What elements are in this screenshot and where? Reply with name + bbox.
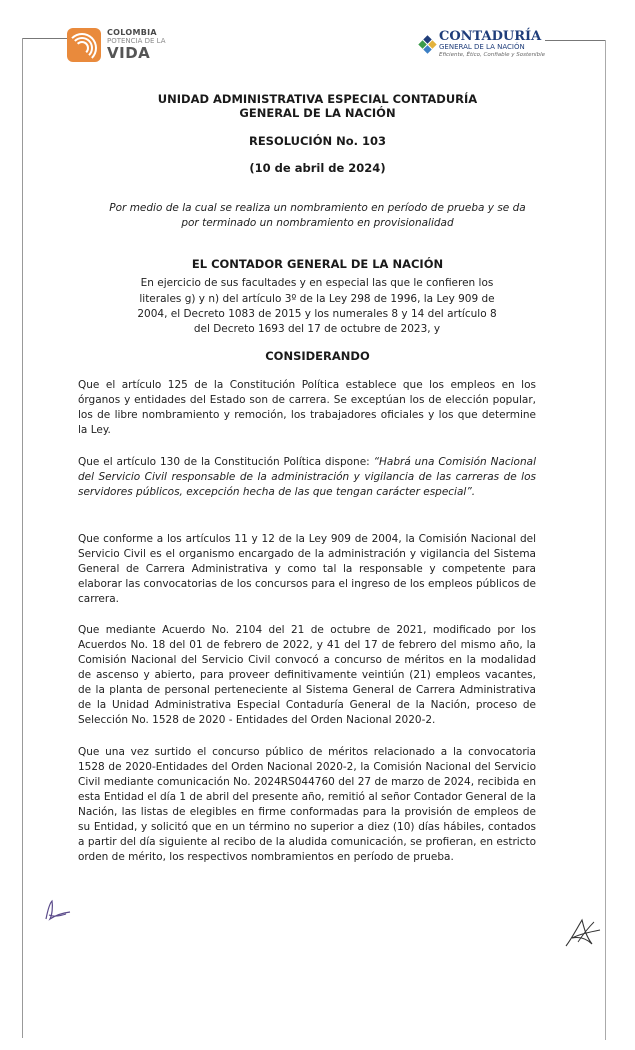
authority-heading: EL CONTADOR GENERAL DE LA NACIÓN <box>191 257 444 271</box>
considerando-paragraph-2 <box>78 455 536 500</box>
considerando-paragraph-3: Que conforme a los artículos 11 y 12 de la Ley 909 de 2004, la Comisión Nacional del Servicio Civil es el organismo encargado de la administración y vigilancia del Sistema General de Carrera Administrativa y como tal la responsable y competente para elaborar las convocatorias de los concursos para el ingreso de los empleos públicos de carrera. <box>78 533 536 605</box>
authority-line-4: del Decreto 1693 del 17 de octubre de 2023, y <box>193 323 441 335</box>
authority-line-3: 2004, el Decreto 1083 de 2015 y los numerales 8 y 14 del artículo 8 <box>137 308 497 320</box>
frame-line-right <box>605 40 606 1040</box>
logo-right-tagline: Eficiente, Ético, Confiable y Sostenible <box>439 52 545 58</box>
considerando-paragraph-5: Que una vez surtido el concurso público de méritos relacionado a la convocatoria 1528 de 2020-Entidades del Orden Nacional 2020-2, la Comisión Nacional del Servicio Civil mediante comunicación No. 2024RS044760 del 27 de marzo de 2024, recibida en esta Entidad el día 1 de abril del presente año, remitió al señor Contador General de la Nación, las listas de elegibles en firme conformadas para la provisión de empleos de su Entidad, y solicitó que en un término no superior a diez (10) días hábiles, contados a partir del día siguiente al recibo de la aludida comunicación, se profieran, en estricto orden de mérito, los respectivos nombramientos en período de prueba. <box>78 746 536 863</box>
logo-left-line3: VIDA <box>107 44 151 62</box>
logo-right-name: CONTADURÍA <box>439 29 542 44</box>
handwritten-signature-icon <box>562 912 604 952</box>
resolution-number: RESOLUCIÓN No. 103 <box>248 134 387 148</box>
handwritten-initials-icon <box>40 895 80 925</box>
subject-line-1: Por medio de la cual se realiza un nombramiento en período de prueba y se da <box>109 202 526 214</box>
frame-line-left <box>22 38 23 1038</box>
authority-line-2: literales g) y n) del artículo 3º de la Ley 298 de 1996, la Ley 909 de <box>139 293 495 305</box>
entity-line-1: UNIDAD ADMINISTRATIVA ESPECIAL CONTADURÍA <box>157 92 478 106</box>
resolution-date: (10 de abril de 2024) <box>249 161 386 175</box>
paragraph-2-quote: “Habrá una Comisión Nacional del Servicio Civil responsable de la administración y vigilancia de las carreras de los servidores públicos, excepción hecha de las que tengan carácter especial”. <box>78 456 536 498</box>
frame-line-top-right <box>545 40 605 41</box>
contaduria-diamond-icon <box>418 35 436 53</box>
colombia-vida-logo <box>67 28 166 62</box>
considerando-paragraph-1: Que el artículo 125 de la Constitución Política establece que los empleos en los órganos y entidades del Estado son de carrera. Se exceptúan los de elección popular, los de libre nombramiento y remoción, los trabajadores oficiales y los que determine la Ley. <box>78 379 536 436</box>
subject-line-2: por terminado un nombramiento en provisionalidad <box>181 217 454 229</box>
authority-line-1: En ejercicio de sus facultades y en especial las que le confieren los <box>140 277 494 289</box>
paragraph-2-intro: Que el artículo 130 de la Constitución Política dispone: <box>78 456 374 468</box>
colombia-logo-icon <box>67 28 101 62</box>
contaduria-logo <box>421 30 545 59</box>
logo-left-line2: POTENCIA DE LA <box>107 37 166 45</box>
logo-right-subtitle: GENERAL DE LA NACIÓN <box>439 43 525 51</box>
logo-left-line1: COLOMBIA <box>107 28 157 37</box>
frame-line-top-left <box>22 38 68 39</box>
entity-line-2: GENERAL DE LA NACIÓN <box>239 106 396 120</box>
considerando-heading: CONSIDERANDO <box>265 349 370 363</box>
considerando-paragraph-4: Que mediante Acuerdo No. 2104 del 21 de octubre de 2021, modificado por los Acuerdos No. 18 del 01 de febrero de 2022, y 41 del 17 de febrero del mismo año, la Comisión Nacional del Servicio Civil convocó a concurso de méritos en la modalidad de ascenso y abierto, para proveer definitivamente veintiún (21) empleos vacantes, de la planta de personal perteneciente al Sistema General de Carrera Administrativa de la Unidad Administrativa Especial Contaduría General de la Nación, proceso de Selección No. 1528 de 2020 - Entidades del Orden Nacional 2020-2. <box>78 624 536 726</box>
